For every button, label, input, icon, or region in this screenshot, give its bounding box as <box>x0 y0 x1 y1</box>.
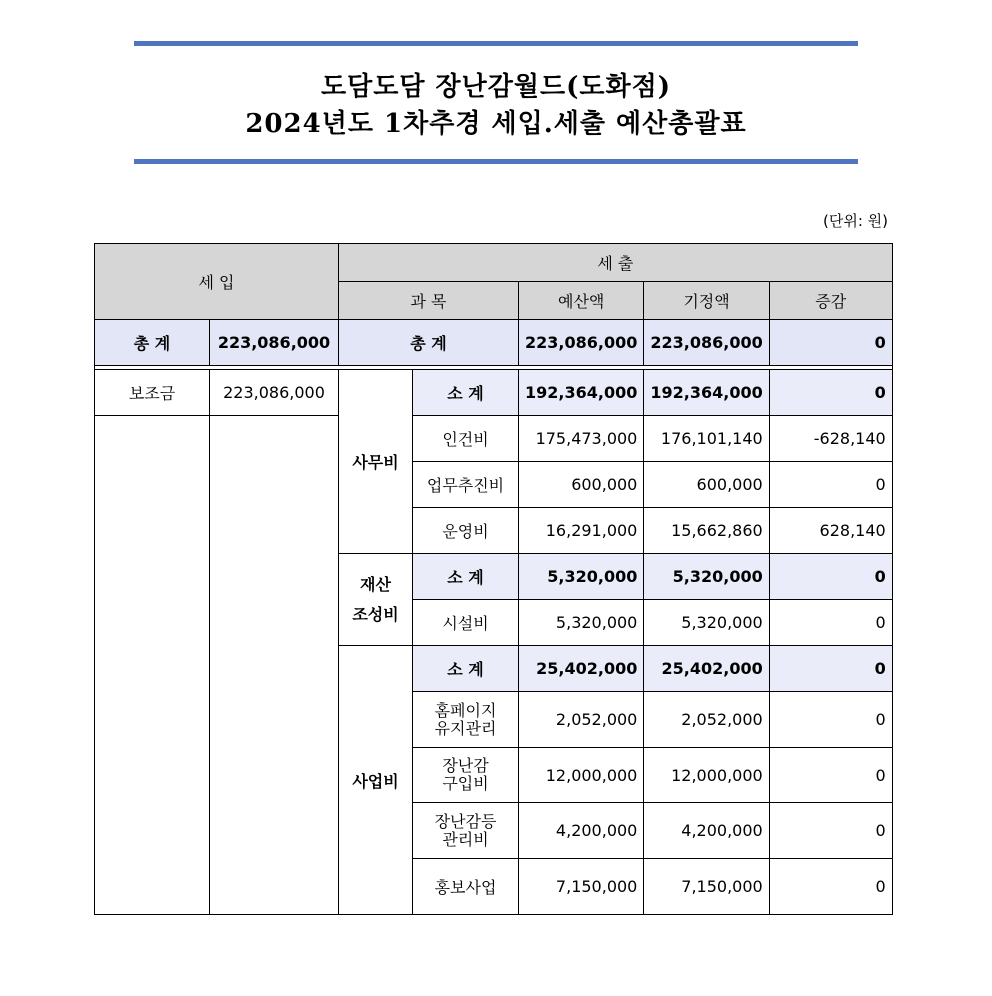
header-expenditure: 세 출 <box>339 244 893 282</box>
project-item-budget: 4,200,000 <box>519 803 644 859</box>
office-subtotal-change: 0 <box>769 370 892 416</box>
project-item-budget: 2,052,000 <box>519 692 644 748</box>
project-item-label: 홍보사업 <box>413 859 519 915</box>
total-exp-label: 총 계 <box>339 320 519 366</box>
office-item-budget: 600,000 <box>519 462 644 508</box>
office-subtotal-existing: 192,364,000 <box>644 370 769 416</box>
project-item-label-line2: 관리비 <box>442 829 489 849</box>
revenue-empty-label <box>95 416 210 915</box>
project-item-label-line1: 장난감등 <box>434 811 497 831</box>
asset-subtotal-existing: 5,320,000 <box>644 554 769 600</box>
project-item-change: 0 <box>769 748 892 803</box>
asset-subtotal-budget: 5,320,000 <box>519 554 644 600</box>
office-item-budget: 16,291,000 <box>519 508 644 554</box>
revenue-row-label: 보조금 <box>95 370 210 416</box>
revenue-row-amount: 223,086,000 <box>210 370 339 416</box>
header-change: 증감 <box>769 282 892 320</box>
project-item-label-line1: 장난감 <box>442 756 489 775</box>
revenue-empty-amount <box>210 416 339 915</box>
title-line2: 2024년도 1차추경 세입.세출 예산총괄표 <box>245 109 747 139</box>
project-subtotal-existing: 25,402,000 <box>644 646 769 692</box>
office-item-label: 인건비 <box>413 416 519 462</box>
project-subtotal-label: 소 계 <box>413 646 519 692</box>
project-item-existing: 4,200,000 <box>644 803 769 859</box>
total-existing: 223,086,000 <box>644 320 769 366</box>
group-asset-name-line1: 재산 <box>360 574 391 594</box>
group-asset-name <box>339 554 413 646</box>
unit-label: (단위: 원) <box>823 212 888 230</box>
project-item-label-line1: 홈페이지 <box>434 700 497 720</box>
title-line1: 도담도담 장난감월드(도화점) <box>320 72 672 102</box>
office-item-label: 운영비 <box>413 508 519 554</box>
office-item-existing: 176,101,140 <box>644 416 769 462</box>
project-subtotal-budget: 25,402,000 <box>519 646 644 692</box>
office-item-existing: 15,662,860 <box>644 508 769 554</box>
project-subtotal-change: 0 <box>769 646 892 692</box>
total-rev-label: 총 계 <box>95 320 210 366</box>
total-budget: 223,086,000 <box>519 320 644 366</box>
project-item-existing: 12,000,000 <box>644 748 769 803</box>
office-item-change: 628,140 <box>769 508 892 554</box>
project-item-change: 0 <box>769 803 892 859</box>
asset-item-existing: 5,320,000 <box>644 600 769 646</box>
office-subtotal-label: 소 계 <box>413 370 519 416</box>
group-project-name: 사업비 <box>339 646 413 915</box>
project-item-existing: 7,150,000 <box>644 859 769 915</box>
project-item-budget: 12,000,000 <box>519 748 644 803</box>
asset-item-change: 0 <box>769 600 892 646</box>
project-item-change: 0 <box>769 692 892 748</box>
office-item-label: 업무추진비 <box>413 462 519 508</box>
bottom-rule <box>134 159 858 164</box>
header-existing: 기정액 <box>644 282 769 320</box>
total-change: 0 <box>769 320 892 366</box>
project-item-label <box>413 692 519 748</box>
asset-item-budget: 5,320,000 <box>519 600 644 646</box>
asset-subtotal-label: 소 계 <box>413 554 519 600</box>
group-asset-name-line2: 조성비 <box>352 604 399 624</box>
project-item-change: 0 <box>769 859 892 915</box>
budget-table <box>94 243 893 915</box>
project-item-label <box>413 748 519 803</box>
asset-item-label: 시설비 <box>413 600 519 646</box>
header-item: 과 목 <box>339 282 519 320</box>
asset-subtotal-change: 0 <box>769 554 892 600</box>
group-office-name: 사무비 <box>339 370 413 554</box>
total-rev-amount: 223,086,000 <box>210 320 339 366</box>
office-item-existing: 600,000 <box>644 462 769 508</box>
office-item-budget: 175,473,000 <box>519 416 644 462</box>
project-item-label-line2: 유지관리 <box>434 718 497 738</box>
header-revenue: 세 입 <box>95 244 339 320</box>
header-budget: 예산액 <box>519 282 644 320</box>
project-item-label <box>413 803 519 859</box>
project-item-existing: 2,052,000 <box>644 692 769 748</box>
office-subtotal-budget: 192,364,000 <box>519 370 644 416</box>
top-rule <box>134 41 858 46</box>
project-item-label-line2: 구입비 <box>442 774 489 793</box>
office-item-change: -628,140 <box>769 416 892 462</box>
office-item-change: 0 <box>769 462 892 508</box>
project-item-budget: 7,150,000 <box>519 859 644 915</box>
